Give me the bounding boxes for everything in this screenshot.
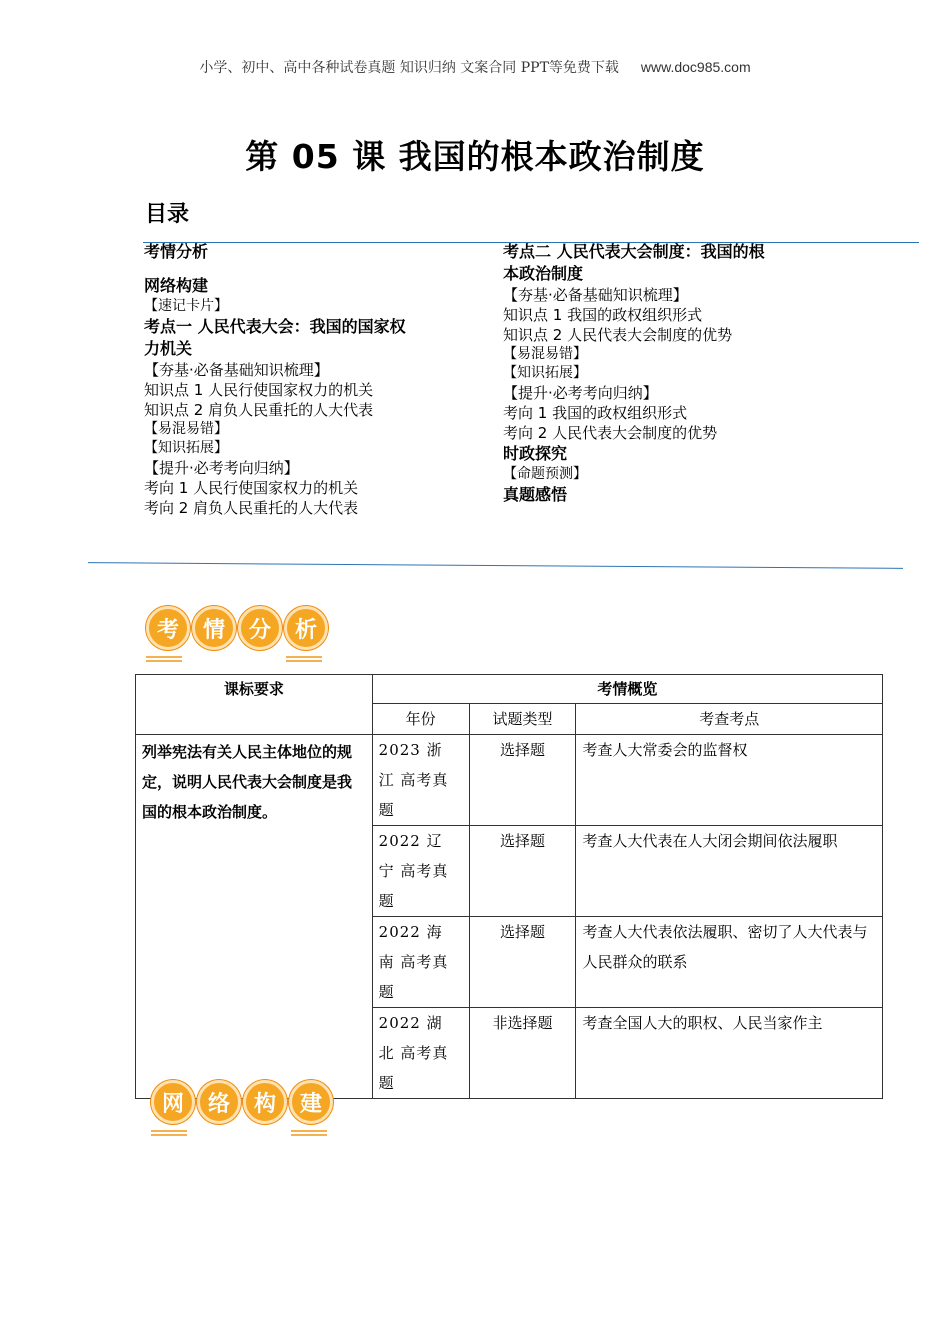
type-cell: 选择题 bbox=[469, 826, 576, 917]
toc-right-entry[interactable]: 真题感悟 bbox=[503, 485, 568, 504]
exam-analysis-table bbox=[135, 674, 883, 1099]
toc-left-entry[interactable]: 考情分析 bbox=[144, 242, 209, 261]
toc-left-entry[interactable]: 知识点 2 肩负人民重托的人大代表 bbox=[144, 401, 374, 419]
toc-right-entry[interactable]: 【夯基·必备基础知识梳理】 bbox=[503, 286, 688, 304]
toc-left-column bbox=[144, 241, 406, 518]
toc-left-entry[interactable]: 【速记卡片】 bbox=[144, 298, 228, 314]
network-badge-char: 络 bbox=[197, 1080, 241, 1124]
toc-left-entry[interactable]: 知识点 1 人民行使国家权力的机关 bbox=[144, 381, 374, 399]
toc-right-entry[interactable]: 考向 1 我国的政权组织形式 bbox=[503, 404, 688, 422]
type-cell: 非选择题 bbox=[469, 1008, 576, 1099]
header-text: 小学、初中、高中各种试卷真题 知识归纳 文案合同 PPT等免费下载 bbox=[199, 60, 619, 76]
analysis-badge-char: 分 bbox=[238, 606, 282, 650]
toc-right-entry[interactable]: 考向 2 人民代表大会制度的优势 bbox=[503, 424, 718, 442]
badge-stripes-right bbox=[286, 656, 322, 664]
toc-left-entry[interactable]: 考向 1 人民行使国家权力的机关 bbox=[144, 479, 359, 497]
point-cell: 考查人大代表依法履职、密切了人大代表与人民群众的联系 bbox=[576, 917, 883, 1008]
badge-stripes-right bbox=[291, 1130, 327, 1138]
type-cell: 选择题 bbox=[469, 735, 576, 826]
header-overview: 考情概览 bbox=[372, 675, 882, 704]
page-title: 第 05 课 我国的根本政治制度 bbox=[245, 137, 705, 176]
header-type: 试题类型 bbox=[469, 704, 576, 735]
header-requirement: 课标要求 bbox=[136, 675, 373, 735]
badge-stripes-left bbox=[151, 1130, 187, 1138]
analysis-badge-char: 情 bbox=[192, 606, 236, 650]
point-cell: 考查全国人大的职权、人民当家作主 bbox=[576, 1008, 883, 1099]
badge-stripes-left bbox=[146, 656, 182, 664]
toc-right-entry[interactable]: 时政探究 bbox=[503, 444, 568, 463]
toc-right-column bbox=[503, 241, 765, 506]
page-header bbox=[0, 57, 950, 77]
toc-right-entry[interactable]: 知识点 2 人民代表大会制度的优势 bbox=[503, 326, 733, 344]
network-badge-char: 建 bbox=[289, 1080, 333, 1124]
header-site-link[interactable]: www.doc985.com bbox=[640, 59, 751, 75]
toc-right-entry[interactable]: 考点二 人民代表大会制度：我国的根 bbox=[503, 242, 765, 261]
toc-left-entry[interactable]: 【易混易错】 bbox=[144, 421, 228, 437]
year-cell: 2022 海 南 高考真题 bbox=[372, 917, 469, 1008]
toc-left-entry[interactable]: 【提升·必考考向归纳】 bbox=[144, 459, 299, 477]
year-cell: 2023 浙 江 高考真题 bbox=[372, 735, 469, 826]
toc-right-entry[interactable]: 【易混易错】 bbox=[503, 346, 587, 362]
year-cell: 2022 湖 北 高考真题 bbox=[372, 1008, 469, 1099]
toc-right-entry[interactable]: 知识点 1 我国的政权组织形式 bbox=[503, 306, 703, 324]
toc-right-entry[interactable]: 【命题预测】 bbox=[503, 466, 587, 482]
network-section-badge bbox=[151, 1080, 333, 1124]
requirement-cell: 列举宪法有关人民主体地位的规定，说明人民代表大会制度是我国的根本政治制度。 bbox=[136, 735, 373, 1099]
toc-right-entry[interactable]: 【提升·必考考向归纳】 bbox=[503, 384, 658, 402]
header-year: 年份 bbox=[372, 704, 469, 735]
point-cell: 考查人大常委会的监督权 bbox=[576, 735, 883, 826]
network-badge-char: 网 bbox=[151, 1080, 195, 1124]
toc-left-entry[interactable]: 力机关 bbox=[144, 339, 193, 358]
toc-left-entry[interactable]: 【夯基·必备基础知识梳理】 bbox=[144, 361, 329, 379]
analysis-badge-char: 析 bbox=[284, 606, 328, 650]
toc-bottom-rule bbox=[88, 562, 903, 569]
network-badge-char: 构 bbox=[243, 1080, 287, 1124]
year-cell: 2022 辽 宁 高考真题 bbox=[372, 826, 469, 917]
toc-heading: 目录 bbox=[145, 202, 190, 227]
toc-right-entry[interactable]: 本政治制度 bbox=[503, 264, 584, 283]
toc-left-entry[interactable]: 【知识拓展】 bbox=[144, 440, 228, 456]
header-point: 考查考点 bbox=[576, 704, 883, 735]
point-cell: 考查人大代表在人大闭会期间依法履职 bbox=[576, 826, 883, 917]
toc-left-entry[interactable]: 考点一 人民代表大会：我国的国家权 bbox=[144, 317, 406, 336]
toc-left-entry[interactable]: 网络构建 bbox=[144, 276, 209, 295]
toc-right-entry[interactable]: 【知识拓展】 bbox=[503, 365, 587, 381]
type-cell: 选择题 bbox=[469, 917, 576, 1008]
toc-left-entry[interactable]: 考向 2 肩负人民重托的人大代表 bbox=[144, 499, 359, 517]
analysis-section-badge bbox=[146, 606, 328, 650]
analysis-badge-char: 考 bbox=[146, 606, 190, 650]
